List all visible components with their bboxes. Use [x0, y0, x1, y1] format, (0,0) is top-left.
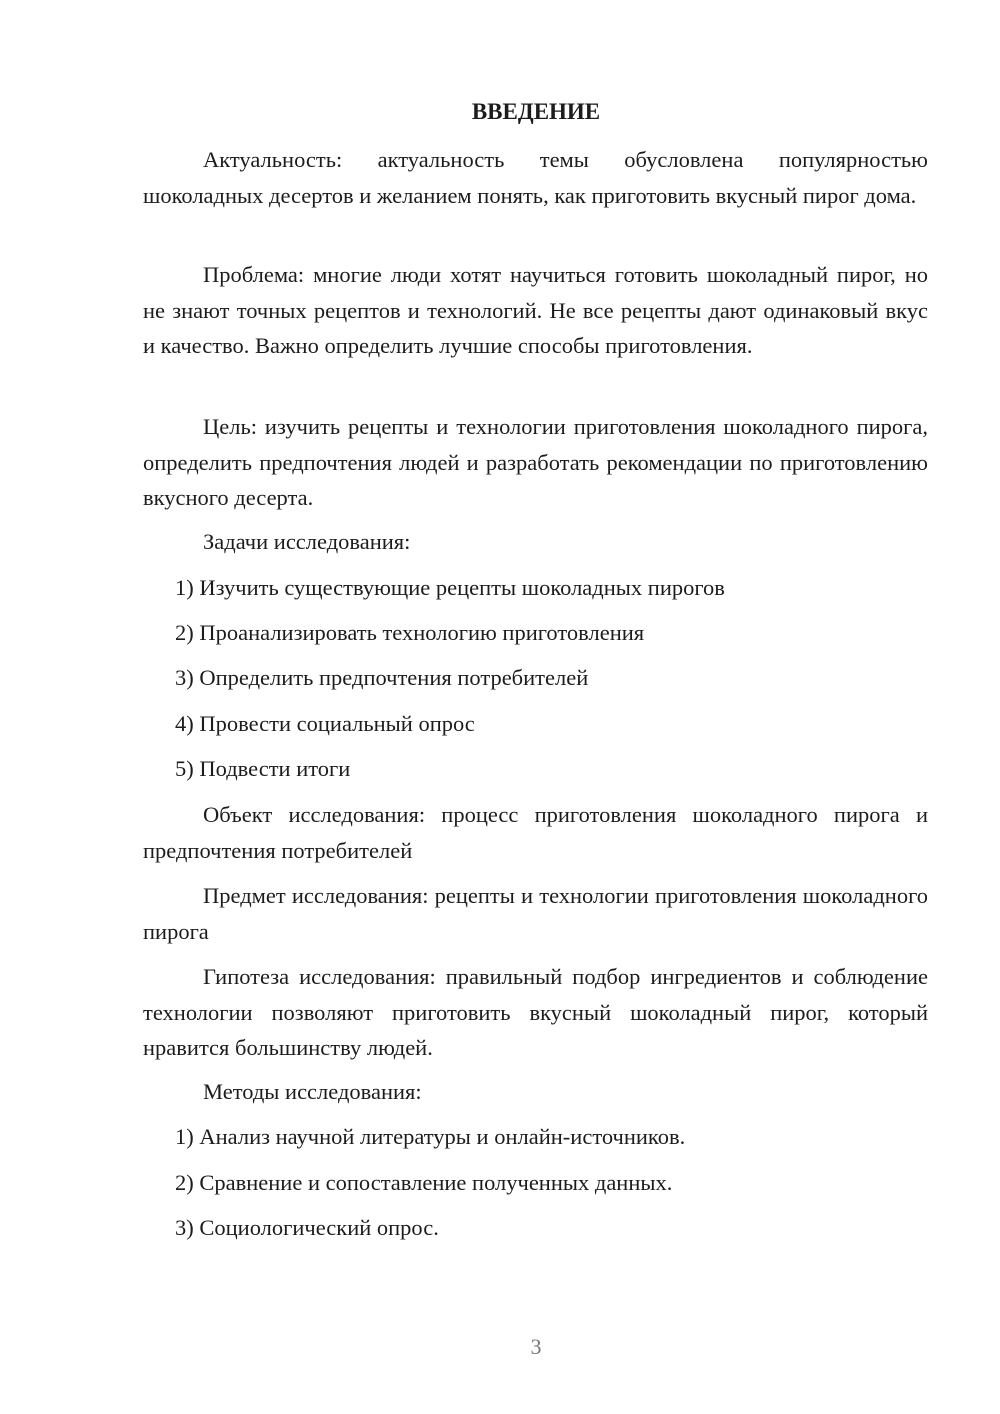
tasks-title: Задачи исследования: [203, 529, 411, 554]
page-number: 3 [530, 1334, 542, 1359]
task-item: 2) Проанализировать технологию приготовления [175, 620, 645, 645]
paragraph-goal: Цель: изучить рецепты и технологии приготовления шоколадного пирога, определить предпочтения людей и разработать рекомендации по приготовлению вкусного десерта. [143, 414, 928, 510]
method-item: 2) Сравнение и сопоставление полученных данных. [175, 1170, 673, 1195]
paragraph-relevance: Актуальность: актуальность темы обусловлена популярностью шоколадных десертов и желанием понять, как приготовить вкусный пирог дома. [143, 147, 928, 208]
task-item: 3) Определить предпочтения потребителей [175, 665, 589, 690]
method-item: 1) Анализ научной литературы и онлайн-источников. [175, 1124, 686, 1149]
paragraph-subject: Предмет исследования: рецепты и технологии приготовления шоколадного пирога [143, 883, 928, 944]
paragraph-hypothesis: Гипотеза исследования: правильный подбор ингредиентов и соблюдение технологии позволяют приготовить вкусный шоколадный пирог, который нравится большинству людей. [143, 964, 928, 1060]
task-item: 1) Изучить существующие рецепты шоколадных пирогов [175, 575, 725, 600]
methods-title: Методы исследования: [203, 1079, 422, 1104]
paragraph-problem: Проблема: многие люди хотят научиться готовить шоколадный пирог, но не знают точных рецептов и технологий. Не все рецепты дают одинаковый вкус и качество. Важно определить лучшие способы приготовления. [143, 262, 928, 358]
paragraph-object: Объект исследования: процесс приготовления шоколадного пирога и предпочтения потребителей [143, 802, 928, 863]
task-item: 5) Подвести итоги [175, 756, 351, 781]
task-item: 4) Провести социальный опрос [175, 711, 475, 736]
section-heading: ВВЕДЕНИЕ [471, 99, 601, 124]
method-item: 3) Социологический опрос. [175, 1215, 439, 1240]
